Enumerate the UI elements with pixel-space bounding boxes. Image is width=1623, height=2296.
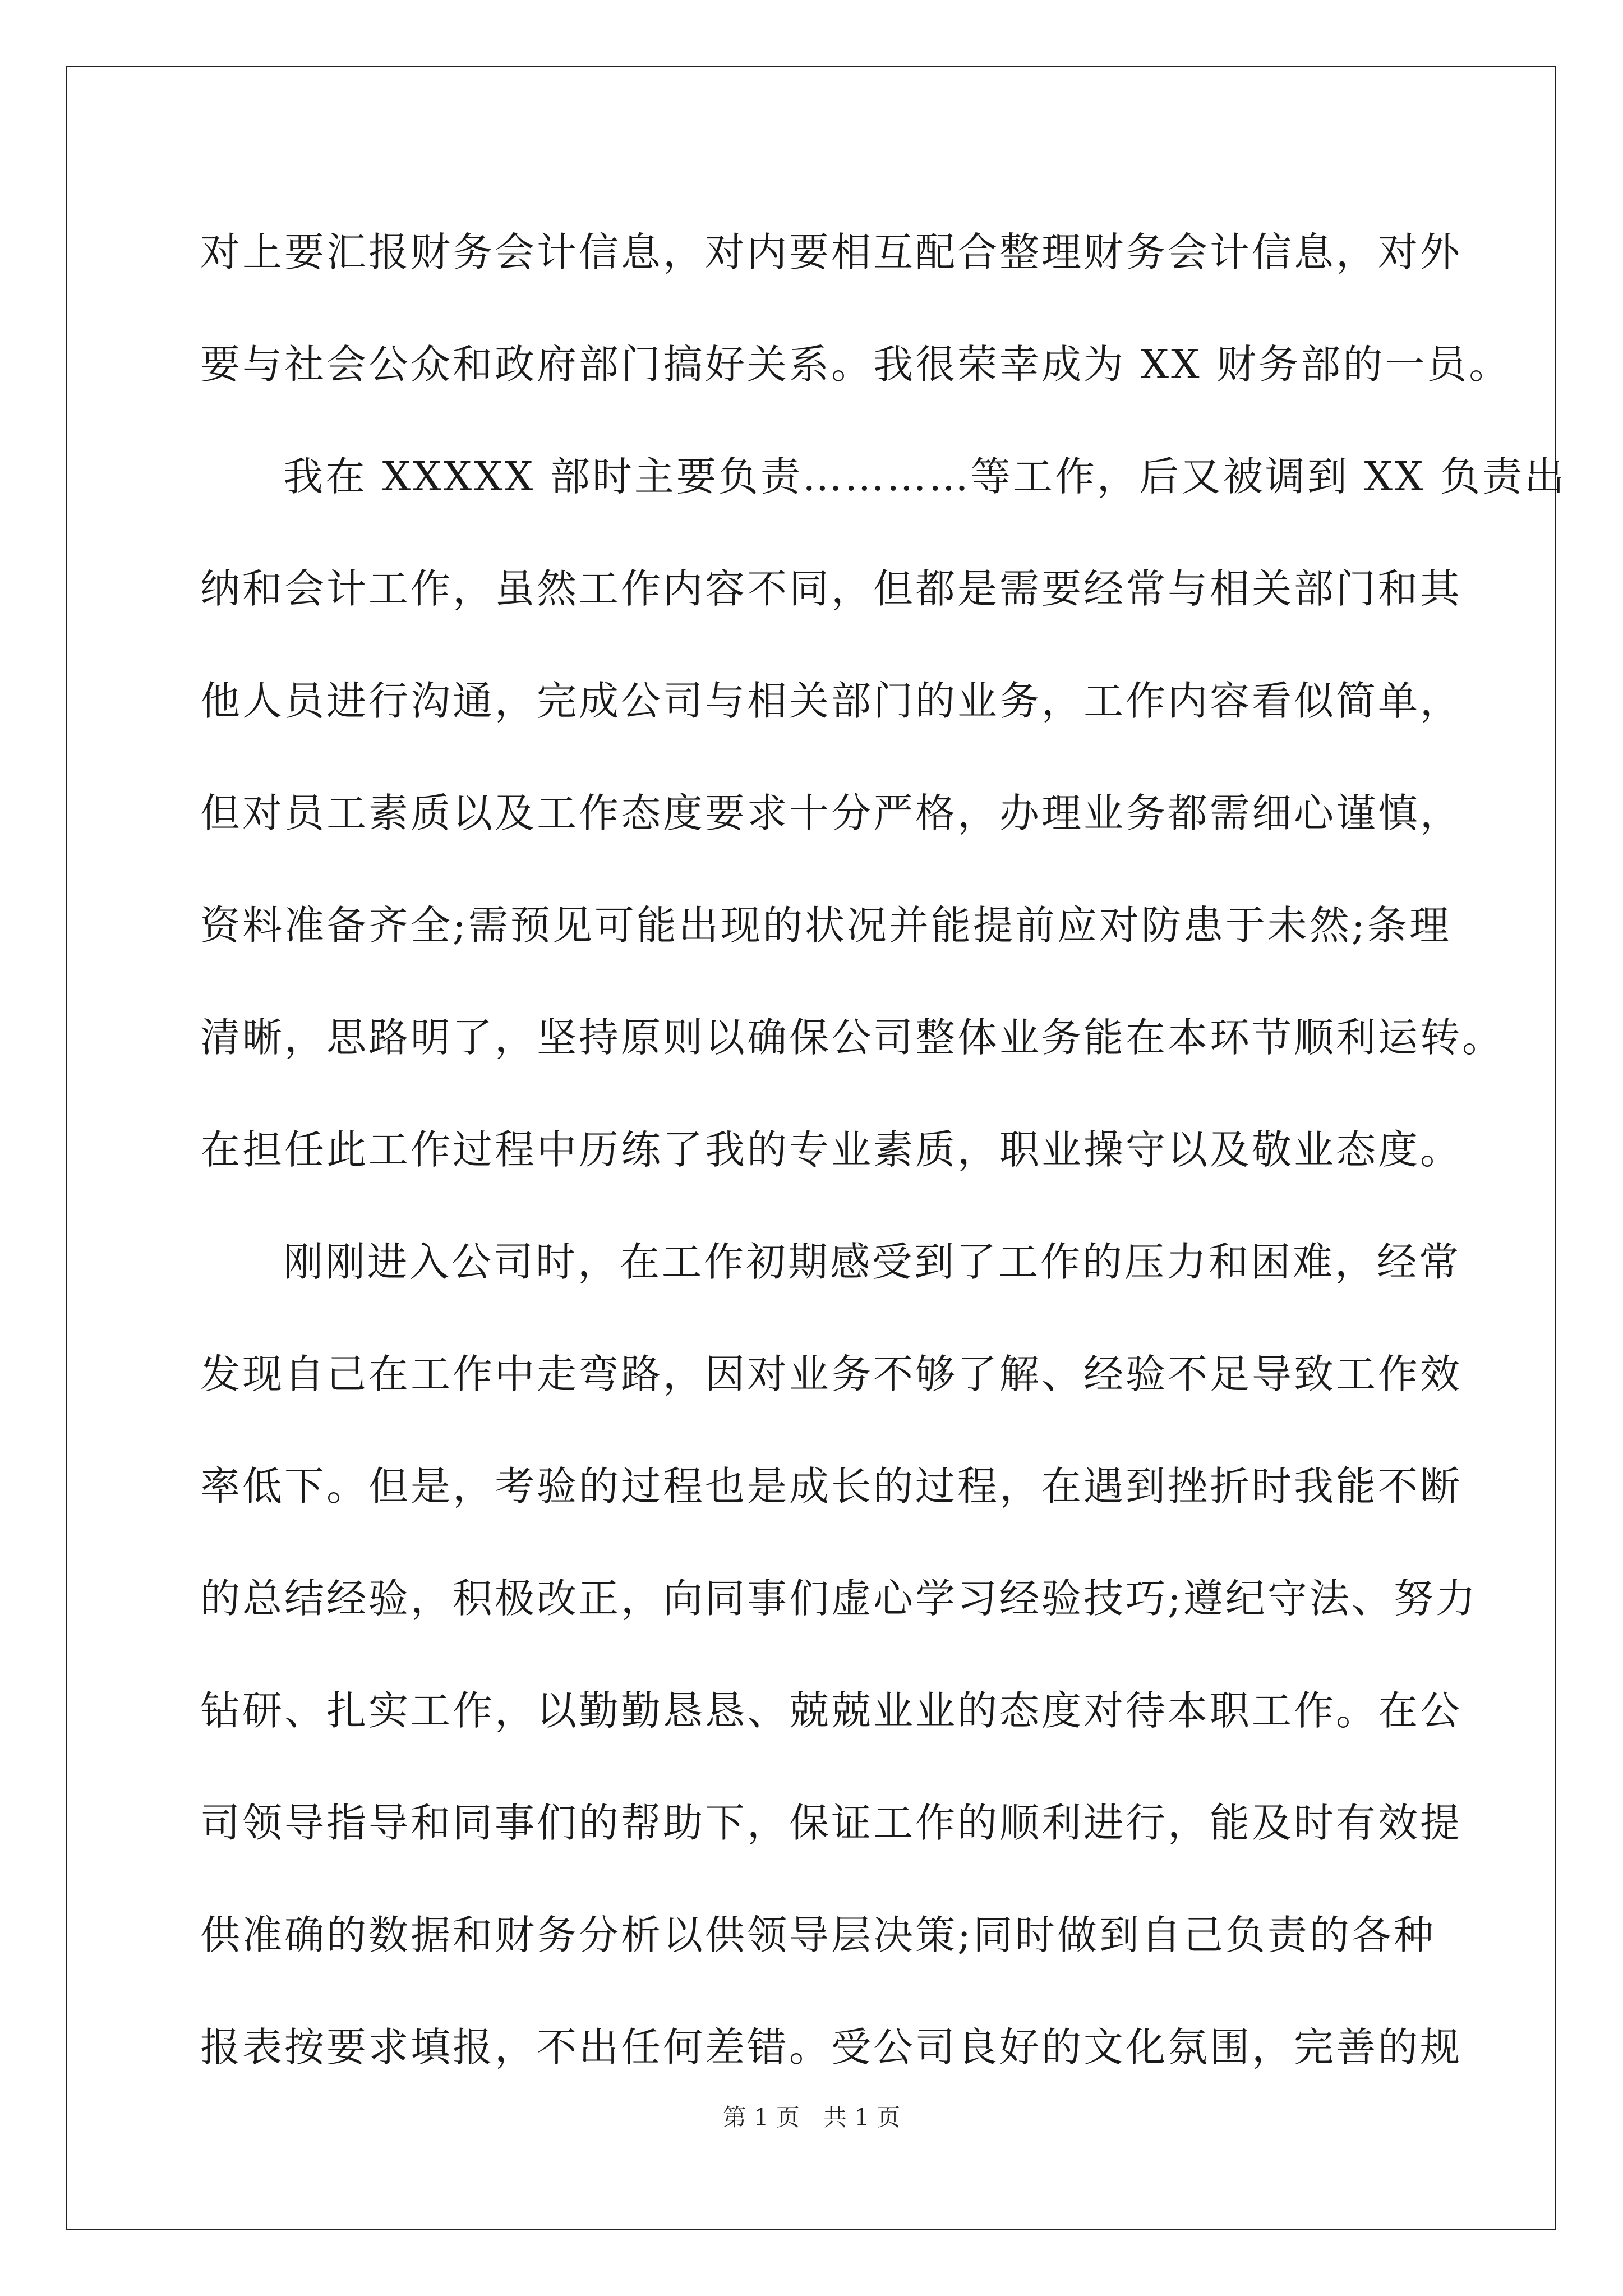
text-line: 司领导指导和同事们的帮助下，保证工作的顺利进行，能及时有效提 (200, 1800, 1463, 1846)
text-line: 他人员进行沟通，完成公司与相关部门的业务，工作内容看似简单， (200, 678, 1463, 724)
text-line: 我在 XXXXX 部时主要负责…………等工作，后又被调到 XX 负责出 (283, 453, 1567, 500)
text-line: 供准确的数据和财务分析以供领导层决策;同时做到自己负责的各种 (200, 1912, 1436, 1958)
text-line: 资料准备齐全;需预见可能出现的状况并能提前应对防患于未然;条理 (200, 902, 1451, 949)
text-line: 在担任此工作过程中历练了我的专业素质，职业操守以及敬业态度。 (200, 1126, 1463, 1173)
page-number-footer: 第 1 页 共 1 页 (722, 2104, 901, 2131)
text-line: 纳和会计工作，虽然工作内容不同，但都是需要经常与相关部门和其 (200, 565, 1463, 612)
text-line: 但对员工素质以及工作态度要求十分严格，办理业务都需细心谨慎， (200, 790, 1463, 836)
text-line: 发现自己在工作中走弯路，因对业务不够了解、经验不足导致工作效 (200, 1351, 1463, 1397)
text-line: 报表按要求填报，不出任何差错。受公司良好的文化氛围，完善的规 (200, 2024, 1463, 2070)
text-line: 率低下。但是，考验的过程也是成长的过程，在遇到挫折时我能不断 (200, 1463, 1463, 1510)
text-line: 刚刚进入公司时，在工作初期感受到了工作的压力和困难，经常 (283, 1239, 1461, 1285)
text-line: 要与社会公众和政府部门搞好关系。我很荣幸成为 XX 财务部的一员。 (200, 341, 1511, 388)
document-body (200, 213, 1567, 2120)
text-line: 的总结经验，积极改正，向同事们虚心学习经验技巧;遵纪守法、努力 (200, 1575, 1478, 1622)
text-line: 对上要汇报财务会计信息，对内要相互配合整理财务会计信息，对外 (200, 229, 1463, 275)
text-line: 清晰，思路明了，坚持原则以确保公司整体业务能在本环节顺利运转。 (200, 1014, 1505, 1061)
text-line: 钻研、扎实工作，以勤勤恳恳、兢兢业业的态度对待本职工作。在公 (200, 1687, 1463, 1734)
